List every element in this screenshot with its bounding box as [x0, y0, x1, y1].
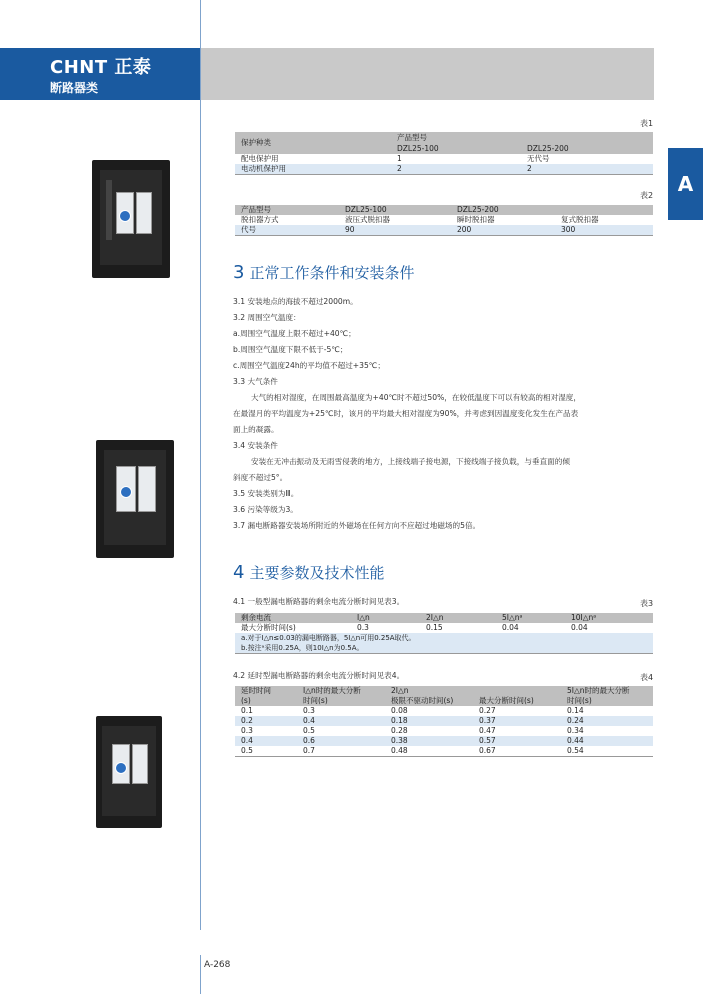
paragraph-line: 3.6 污染等级为3。	[233, 505, 298, 514]
section3-number: 3	[233, 262, 245, 283]
table-cell: 0.34	[561, 726, 653, 736]
table-cell: 0.5	[235, 746, 297, 757]
table-cell: 最大分断时间(s)	[235, 623, 351, 633]
table1-label: 表1	[640, 119, 654, 128]
table-cell: 0.04	[565, 623, 653, 633]
table-cell: 200	[451, 225, 555, 236]
table-row	[235, 633, 653, 643]
table-row	[235, 696, 653, 706]
table-cell: 0.28	[385, 726, 473, 736]
table-cell: (s)	[235, 696, 297, 706]
table-cell: 2	[521, 164, 653, 175]
paragraph-line: 3.2 周围空气温度：	[233, 313, 301, 322]
table-cell: 0.3	[235, 726, 297, 736]
table-cell: 2I△n	[385, 686, 561, 696]
table-cell: 0.24	[561, 716, 653, 726]
table-cell: 代号	[235, 225, 339, 236]
table-row	[235, 164, 653, 175]
table-cell: DZL25-200	[451, 205, 555, 215]
paragraph-line: 安装在无冲击振动及无雨雪侵袭的地方，上接线端子接电源，下接线端子接负载，与垂直面的倾	[251, 457, 570, 466]
paragraph-line: 大气的相对湿度，在周围最高温度为+40℃时不超过50%，在较低温度下可以有较高的相对湿度，	[251, 393, 581, 402]
table-cell: 0.67	[473, 746, 561, 757]
table-note: b.按注ᵃ采用0.25A，则10I△n为0.5A。	[235, 643, 653, 654]
paragraph-line: b.周围空气温度下限不低于-5℃；	[233, 345, 348, 354]
paragraph-line: a.周围空气温度上限不超过+40℃；	[233, 329, 356, 338]
table-cell: 配电保护用	[235, 154, 391, 164]
table-row	[235, 225, 653, 236]
table-cell: 电动机保护用	[235, 164, 391, 175]
product-photo-2	[96, 440, 174, 558]
table2	[235, 205, 653, 236]
product-photo-1	[92, 160, 170, 278]
paragraph-line: 3.5 安装类别为Ⅲ。	[233, 489, 299, 498]
table-cell: 0.47	[473, 726, 561, 736]
paragraph-line: c.周围空气温度24h的平均值不超过+35℃；	[233, 361, 385, 370]
section4-intro1: 4.1 一般型漏电断路器的剩余电流分断时间见表3。	[233, 597, 405, 606]
table-cell: 0.1	[235, 706, 297, 716]
paragraph-line: 在最湿月的平均温度为+25℃时，该月的平均最大相对湿度为90%，并考虑到因温度变化发生在产品表	[233, 409, 579, 418]
table-row	[235, 613, 653, 623]
table-cell: 0.15	[420, 623, 496, 633]
section3-title: 正常工作条件和安装条件	[249, 264, 415, 282]
table-cell: 无代号	[521, 154, 653, 164]
table-row	[235, 706, 653, 716]
table-cell: 剩余电流	[235, 613, 351, 623]
paragraph-line: 3.7 漏电断路器安装场所附近的外磁场在任何方向不应超过地磁场的5倍。	[233, 521, 481, 530]
table-row	[235, 736, 653, 746]
table1-header-kind: 保护种类	[235, 132, 391, 154]
table-cell: 产品型号	[235, 205, 339, 215]
table-cell: 0.4	[235, 736, 297, 746]
table-row	[235, 726, 653, 736]
table-cell: 2	[391, 164, 521, 175]
table-cell: 0.18	[385, 716, 473, 726]
table-cell: DZL25-100	[339, 205, 451, 215]
table-cell: 0.57	[473, 736, 561, 746]
table-cell: 延时时间	[235, 686, 297, 696]
table-cell: 0.3	[297, 706, 385, 716]
table-cell: 0.37	[473, 716, 561, 726]
table-cell: 5I△nᵃ	[496, 613, 565, 623]
table3-label: 表3	[640, 599, 654, 608]
table-cell: I△n	[351, 613, 420, 623]
table3	[235, 613, 653, 654]
product-photo-3	[96, 716, 162, 828]
table-row	[235, 746, 653, 757]
paragraph-line: 3.3 大气条件	[233, 377, 278, 386]
table-cell: 时间(s)	[297, 696, 385, 706]
table-cell: 0.4	[297, 716, 385, 726]
table-row	[235, 215, 653, 225]
table-cell: 0.2	[235, 716, 297, 726]
table-cell: 5I△n时的最大分断	[561, 686, 653, 696]
table-row	[235, 154, 653, 164]
paragraph-line: 斜度不超过5°。	[233, 473, 288, 482]
table-cell: 时间(s)	[561, 696, 653, 706]
table-row	[235, 205, 653, 215]
section3-body	[233, 294, 653, 534]
table-row	[235, 643, 653, 654]
table-cell: 0.38	[385, 736, 473, 746]
table-cell: 瞬时脱扣器	[451, 215, 555, 225]
paragraph-line: 3.4 安装条件	[233, 441, 278, 450]
table-row	[235, 623, 653, 633]
table1-header-model: 产品型号	[391, 132, 653, 143]
section4-title: 主要参数及技术性能	[249, 564, 385, 582]
category-title: 断路器类	[50, 81, 99, 95]
table-cell: 0.48	[385, 746, 473, 757]
brand-logo: CHNT 正泰	[50, 57, 152, 78]
table-cell: 脱扣器方式	[235, 215, 339, 225]
header-gray-bar	[200, 48, 654, 100]
table-cell: 最大分断时间(s)	[473, 696, 561, 706]
table-cell: 极限不驱动时间(s)	[385, 696, 473, 706]
table-cell: 2I△n	[420, 613, 496, 623]
paragraph-line: 面上的凝露。	[233, 425, 279, 434]
table-cell: 0.08	[385, 706, 473, 716]
table1-model1: DZL25-100	[391, 143, 521, 154]
page-number: A-268	[204, 960, 231, 970]
table-cell: 0.27	[473, 706, 561, 716]
table-cell: 0.04	[496, 623, 565, 633]
table-row	[235, 686, 653, 696]
section-tab[interactable]: A	[668, 148, 703, 220]
section3-heading	[233, 262, 415, 283]
table-cell: 10I△nᵃ	[565, 613, 653, 623]
table1-model2: DZL25-200	[521, 143, 653, 154]
table-cell: 0.5	[297, 726, 385, 736]
table-cell	[555, 205, 653, 215]
table-cell: 1	[391, 154, 521, 164]
table-cell: 0.7	[297, 746, 385, 757]
divider-line-bottom	[200, 955, 201, 994]
table-cell: 0.44	[561, 736, 653, 746]
section4-intro2: 4.2 延时型漏电断路器的剩余电流分断时间见表4。	[233, 671, 405, 680]
table-cell: 90	[339, 225, 451, 236]
table-cell: 300	[555, 225, 653, 236]
table1	[235, 132, 653, 175]
table-cell: I△n时的最大分断	[297, 686, 385, 696]
table-cell: 0.6	[297, 736, 385, 746]
table-cell: 液压式脱扣器	[339, 215, 451, 225]
section4-number: 4	[233, 562, 245, 583]
table-cell: 0.3	[351, 623, 420, 633]
table4-label: 表4	[640, 673, 654, 682]
divider-line	[200, 0, 201, 930]
table2-label: 表2	[640, 191, 654, 200]
paragraph-line: 3.1 安装地点的海拔不超过2000m。	[233, 297, 358, 306]
table-cell: 0.14	[561, 706, 653, 716]
table4	[235, 686, 653, 757]
table-cell: 0.54	[561, 746, 653, 757]
table-row	[235, 716, 653, 726]
section4-heading	[233, 562, 385, 583]
table-cell: 复式脱扣器	[555, 215, 653, 225]
table-note: a.对于I△n≤0.03的漏电断路器，5I△n可用0.25A取代。	[235, 633, 653, 643]
